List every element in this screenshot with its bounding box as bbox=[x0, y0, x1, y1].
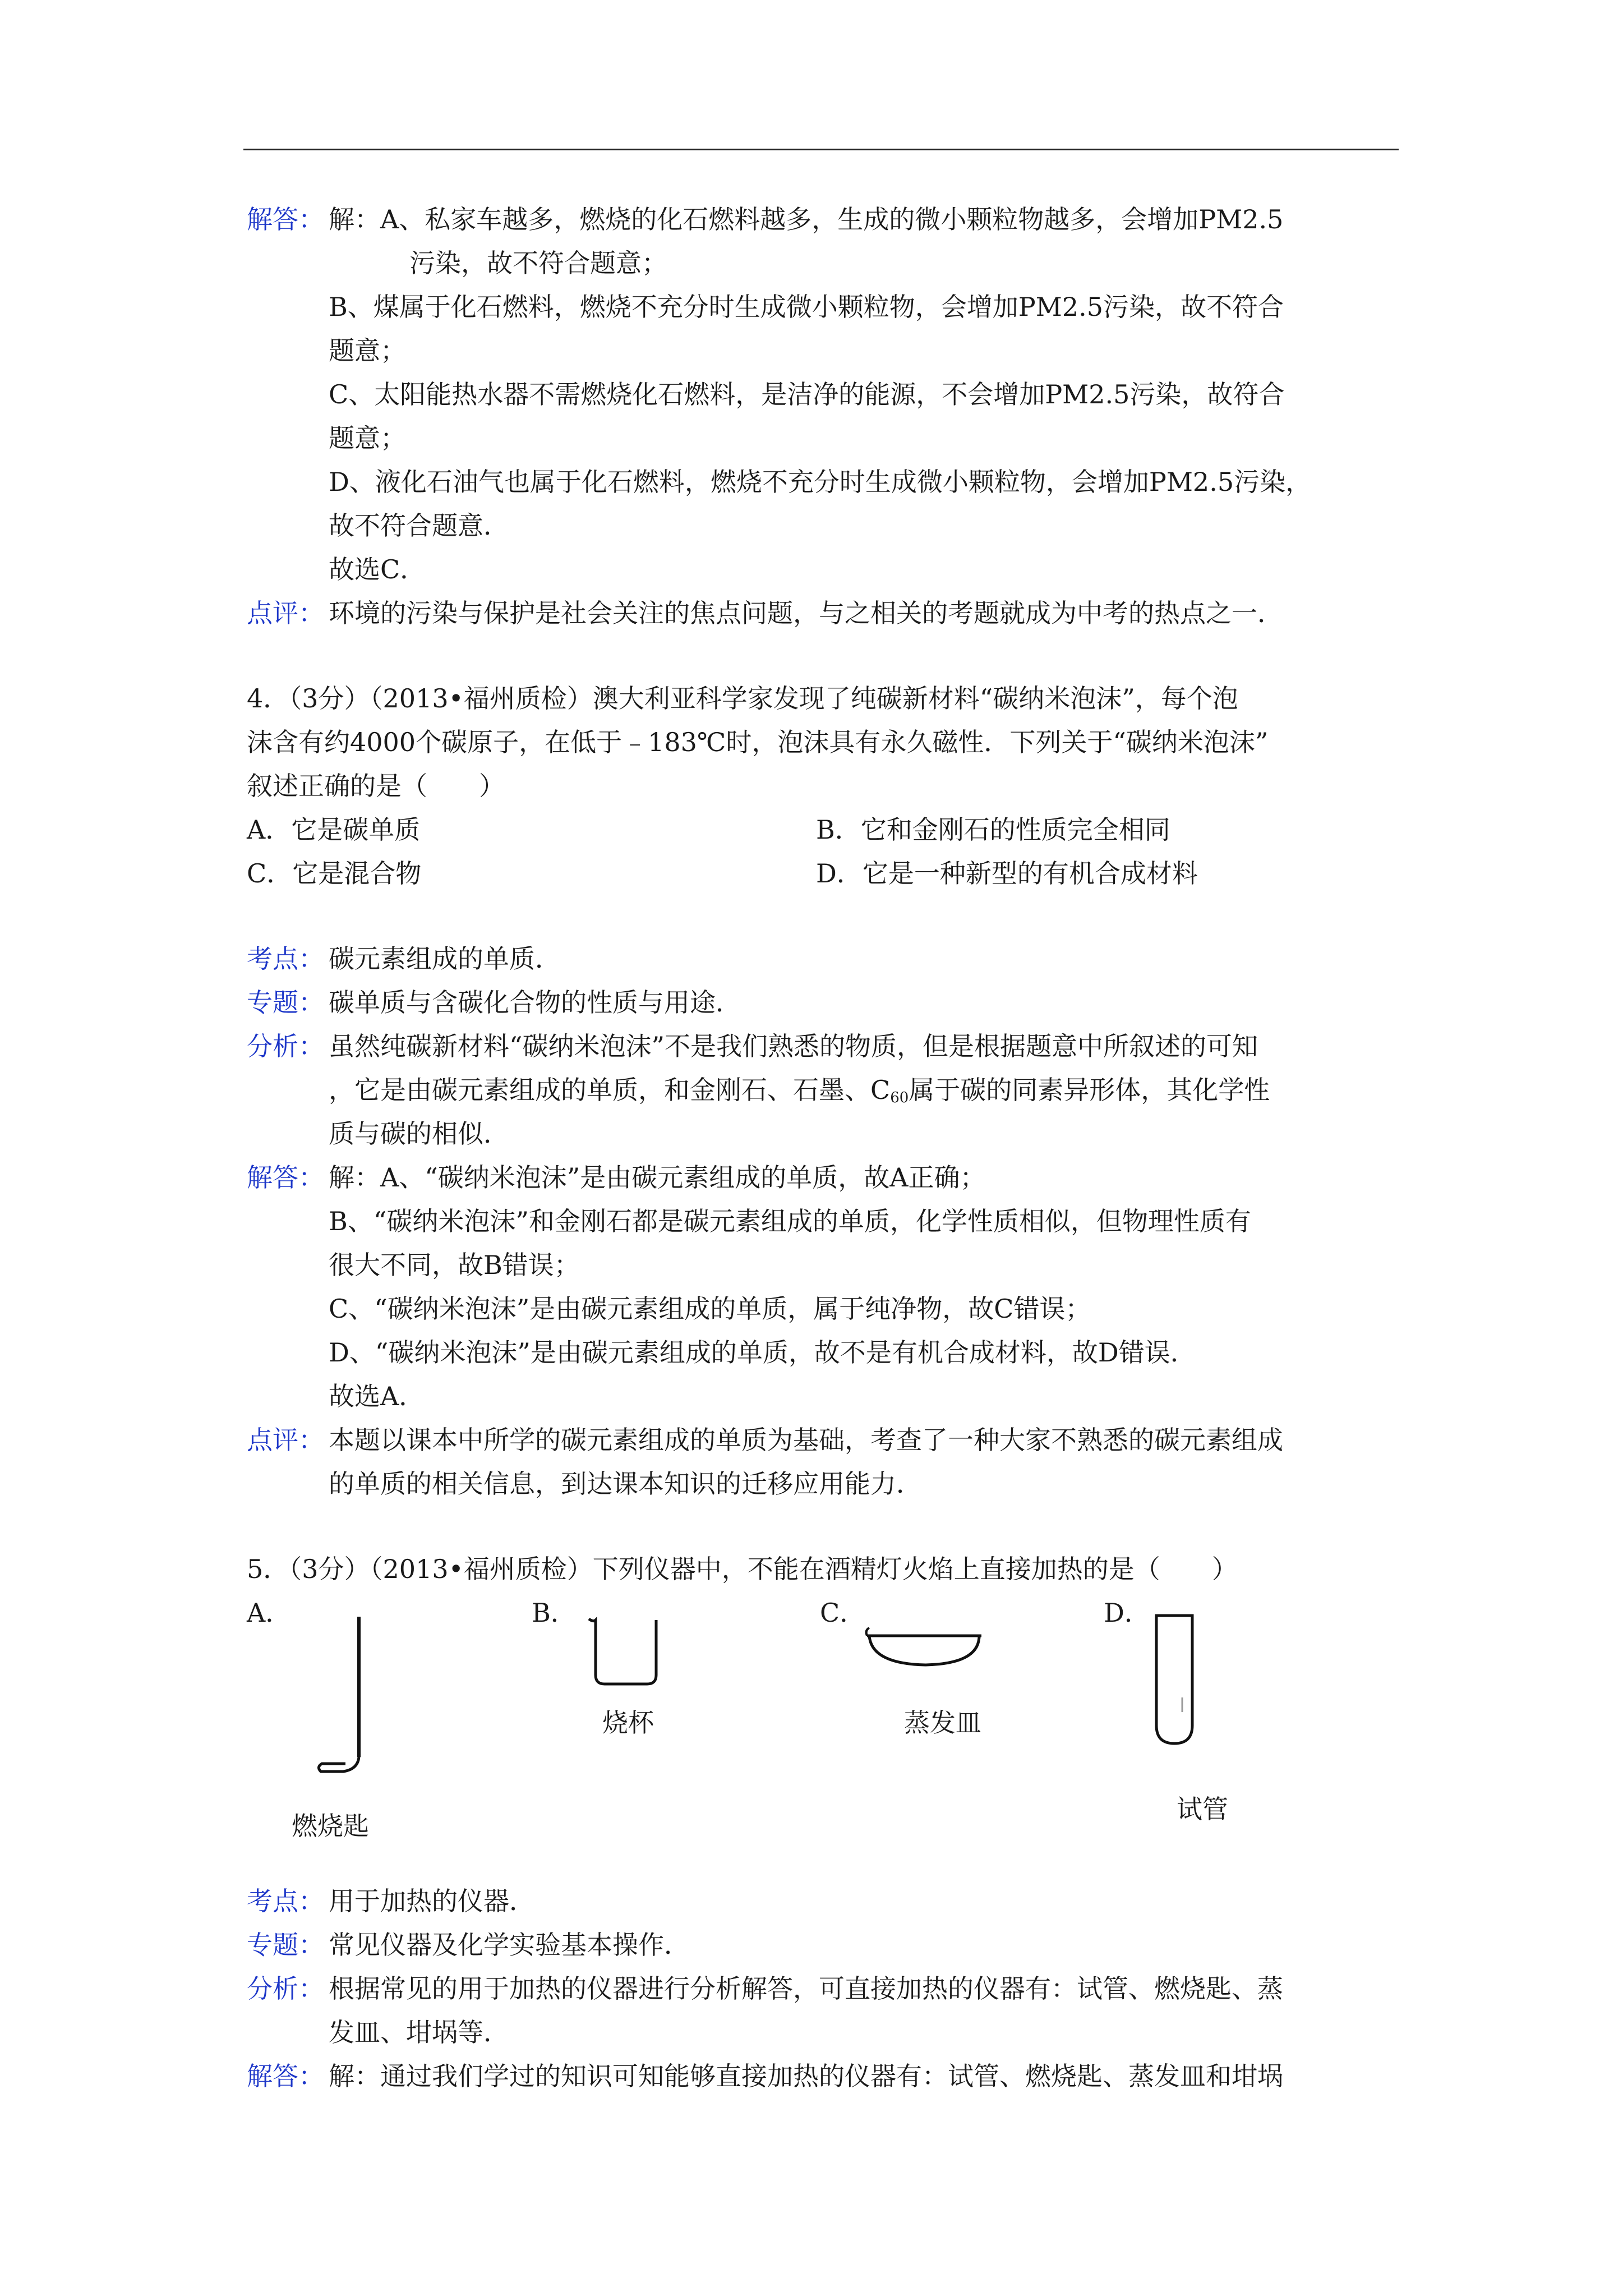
q4-topic-label: 专题： bbox=[247, 987, 324, 1018]
q4-answer-line: C、“碳纳米泡沫”是由碳元素组成的单质，属于纯净物，故C错误； bbox=[329, 1294, 1091, 1324]
q3-answer-line: C、太阳能热水器不需燃烧化石燃料，是洁净的能源，不会增加PM2.5污染，故符合 bbox=[329, 379, 1285, 409]
q3-comment-label: 点评： bbox=[247, 598, 324, 628]
q3-answer-line: 故不符合题意． bbox=[329, 510, 509, 541]
q4-analysis-label: 分析： bbox=[247, 1031, 324, 1061]
q4-analysis-line: 质与碳的相似． bbox=[329, 1119, 509, 1149]
q3-answer-line: 解：A、私家车越多，燃烧的化石燃料越多，生成的微小颗粒物越多，会增加PM2.5 bbox=[329, 204, 1284, 234]
q4-topic-text: 碳单质与含碳化合物的性质与用途． bbox=[329, 987, 741, 1018]
q4-stem-line: 叙述正确的是（ ） bbox=[247, 771, 505, 801]
q4-analysis bbox=[247, 1024, 1402, 1156]
q4-option-d: D．它是一种新型的有机合成材料 bbox=[816, 858, 1198, 889]
q3-answer-line: 题意； bbox=[329, 335, 406, 366]
q5-option-a-letter: A． bbox=[247, 1598, 292, 1628]
q4-analysis-text: 属于碳的同素异形体，其化学性 bbox=[909, 1075, 1270, 1105]
q5-analysis-line: 根据常见的用于加热的仪器进行分析解答，可直接加热的仪器有：试管、燃烧匙、蒸 bbox=[329, 1973, 1283, 2004]
q5-option-d-letter: D． bbox=[1104, 1598, 1150, 1628]
q4-answer-line: D、“碳纳米泡沫”是由碳元素组成的单质，故不是有机合成材料，故D错误． bbox=[329, 1337, 1196, 1368]
c60-subscript: 60 bbox=[890, 1089, 909, 1106]
q4-analysis-line: 虽然纯碳新材料“碳纳米泡沫”不是我们熟悉的物质，但是根据题意中所叙述的可知 bbox=[329, 1031, 1258, 1061]
q4-point bbox=[247, 937, 1402, 981]
q5-figures bbox=[247, 1591, 1402, 1855]
q5-analysis bbox=[247, 1967, 1402, 2054]
q4-comment-line: 的单质的相关信息，到达课本知识的迁移应用能力． bbox=[329, 1469, 922, 1499]
evaporating-dish-icon bbox=[864, 1622, 987, 1673]
q3-comment bbox=[247, 591, 1402, 635]
q4-point-text: 碳元素组成的单质． bbox=[329, 944, 561, 974]
q4-answer bbox=[247, 1156, 1402, 1418]
q4-answer-line: 很大不同，故B错误； bbox=[329, 1250, 580, 1280]
q5-option-c-name: 蒸发皿 bbox=[904, 1708, 981, 1738]
q4-answer-line: 解：A、“碳纳米泡沫”是由碳元素组成的单质，故A正确； bbox=[329, 1162, 986, 1193]
beaker-icon bbox=[587, 1614, 671, 1687]
q5-option-b-letter: B． bbox=[532, 1598, 577, 1628]
header-rule bbox=[243, 149, 1399, 150]
q5-analysis-label: 分析： bbox=[247, 1973, 324, 2004]
q4-analysis-line bbox=[329, 1068, 1402, 1112]
q4-option-c: C．它是混合物 bbox=[247, 858, 422, 889]
q3-answer bbox=[247, 197, 1402, 591]
page-content bbox=[247, 197, 1402, 2098]
q5-stem: 5．（3分）（2013•福州质检）下列仪器中，不能在酒精灯火焰上直接加热的是（ ） bbox=[247, 1554, 1238, 1584]
q3-answer-line: 题意； bbox=[329, 423, 406, 453]
combustion-spoon-icon bbox=[292, 1617, 376, 1785]
q5-answer-line: 解：通过我们学过的知识可知能够直接加热的仪器有：试管、燃烧匙、蒸发皿和坩埚 bbox=[329, 2061, 1283, 2091]
q5-option-a-name: 燃烧匙 bbox=[292, 1811, 369, 1841]
q3-answer-line: 故选C． bbox=[329, 554, 426, 585]
q4-point-label: 考点： bbox=[247, 944, 324, 974]
q4-comment-label: 点评： bbox=[247, 1425, 324, 1455]
q5-option-d-name: 试管 bbox=[1177, 1794, 1228, 1824]
q5-option-c-letter: C． bbox=[820, 1598, 866, 1628]
q3-comment-text: 环境的污染与保护是社会关注的焦点问题，与之相关的考题就成为中考的热点之一． bbox=[329, 598, 1283, 628]
q5-topic-text: 常见仪器及化学实验基本操作． bbox=[329, 1930, 690, 1960]
q5-answer-label: 解答： bbox=[247, 2061, 324, 2091]
q3-answer-line: D、液化石油气也属于化石燃料，燃烧不充分时生成微小颗粒物，会增加PM2.5污染， bbox=[329, 467, 1312, 497]
q4-stem-line: 沫含有约4000个碳原子，在低于﹣183℃时，泡沫具有永久磁性．下列关于“碳纳米泡沫” bbox=[247, 727, 1269, 757]
q5-answer bbox=[247, 2054, 1402, 2098]
q4-option-a: A．它是碳单质 bbox=[247, 815, 421, 845]
q4-answer-line: B、“碳纳米泡沫”和金刚石都是碳元素组成的单质，化学性质相似，但物理性质有 bbox=[329, 1206, 1251, 1236]
q4-stem-line: 4．（3分）（2013•福州质检）澳大利亚科学家发现了纯碳新材料“碳纳米泡沫”，每个泡 bbox=[247, 683, 1238, 714]
q4-comment bbox=[247, 1418, 1402, 1506]
q5-analysis-line: 发皿、坩埚等． bbox=[329, 2017, 509, 2047]
test-tube-icon bbox=[1150, 1613, 1200, 1748]
q4-answer-label: 解答： bbox=[247, 1162, 324, 1193]
q3-answer-line: B、煤属于化石燃料，燃烧不充分时生成微小颗粒物，会增加PM2.5污染，故不符合 bbox=[329, 292, 1284, 322]
q4-analysis-text: ，它是由碳元素组成的单质，和金刚石、石墨、C bbox=[329, 1075, 891, 1105]
q5-topic bbox=[247, 1923, 1402, 1967]
q3-answer-label: 解答： bbox=[247, 204, 324, 234]
q4-answer-line: 故选A． bbox=[329, 1381, 425, 1411]
q4-stem bbox=[247, 677, 1402, 808]
q5-option-b-name: 烧杯 bbox=[602, 1708, 654, 1738]
q5-point-text: 用于加热的仪器． bbox=[329, 1886, 535, 1916]
q4-topic bbox=[247, 981, 1402, 1024]
q5-topic-label: 专题： bbox=[247, 1930, 324, 1960]
q4-comment-line: 本题以课本中所学的碳元素组成的单质为基础，考查了一种大家不熟悉的碳元素组成 bbox=[329, 1425, 1283, 1455]
q4-options bbox=[247, 808, 1402, 895]
q5-point bbox=[247, 1879, 1402, 1923]
q5-point-label: 考点： bbox=[247, 1886, 324, 1916]
q3-answer-line: 污染，故不符合题意； bbox=[409, 248, 667, 278]
q4-option-b: B．它和金刚石的性质完全相同 bbox=[816, 815, 1170, 845]
